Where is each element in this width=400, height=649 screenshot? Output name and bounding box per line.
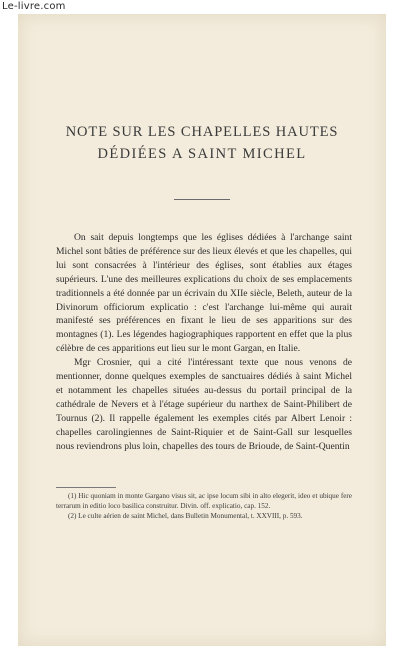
- title-line-1: NOTE SUR LES CHAPELLES HAUTES: [65, 124, 339, 140]
- title-divider-rule: [174, 199, 230, 200]
- body-paragraph-2: Mgr Crosnier, qui a cité l'intéressant texte que nous venons de mentionner, donne quelques exemples de sanctuaires dédiés à saint Michel et notamment les chapelles situées au-dessus du portail principal de la cathédrale de Nevers et à l'étage supérieur du narthex de Saint-Philibert de Tournus (2). Il rappelle également les exemples cités par Albert Lenoir : chapelles carolingiennes de Saint-Riquier et de Saint-Gall sur lesquelles nous reviendrons plus loin, chapelles des tours de Brioude, de Saint-Quentin: [56, 357, 352, 452]
- footnote-2: (2) Le culte aérien de saint Michel, dans Bulletin Monumental, t. XXVIII, p. 593.: [68, 512, 303, 521]
- footnote-rule: [56, 487, 116, 488]
- title-line-2: DÉDIÉES A SAINT MICHEL: [97, 146, 307, 162]
- body-paragraph-1: On sait depuis longtemps que les églises dédiées à l'archange saint Michel sont bâties de préférence sur des lieux élevés et que les chapelles, qui lui sont consacrées à l'intérieur des églises, sont établies aux étages supérieurs. L'une des meilleures explications du choix de ses emplacements traditionnels a été donnée par un écrivain du XIIe siècle, Beleth, auteur de la Divinorum officiorum explicatio : c'est l'archange lui-même qui aurait manifesté ses préférences en fixant le lieu de ses apparitions sur des montagnes (1). Les légendes hagiographiques rapportent en effet que la plus célèbre de ces apparitions eut lieu sur le mont Gargan, en Italie.: [56, 232, 352, 355]
- watermark-logo-text: Le-livre.com: [2, 1, 66, 12]
- article-title: [18, 122, 386, 164]
- document-page: [18, 14, 386, 646]
- footnote-1: (1) Hic quoniam in monte Gargano visus sit, ac ipse locum sibi in alto elegerit, ideo et ubique fere terrarum in editio loco basilica construitur. Divin. off. explicatio, cap. 152.: [56, 492, 352, 510]
- article-body: [56, 231, 352, 454]
- footnotes-section: [56, 487, 352, 522]
